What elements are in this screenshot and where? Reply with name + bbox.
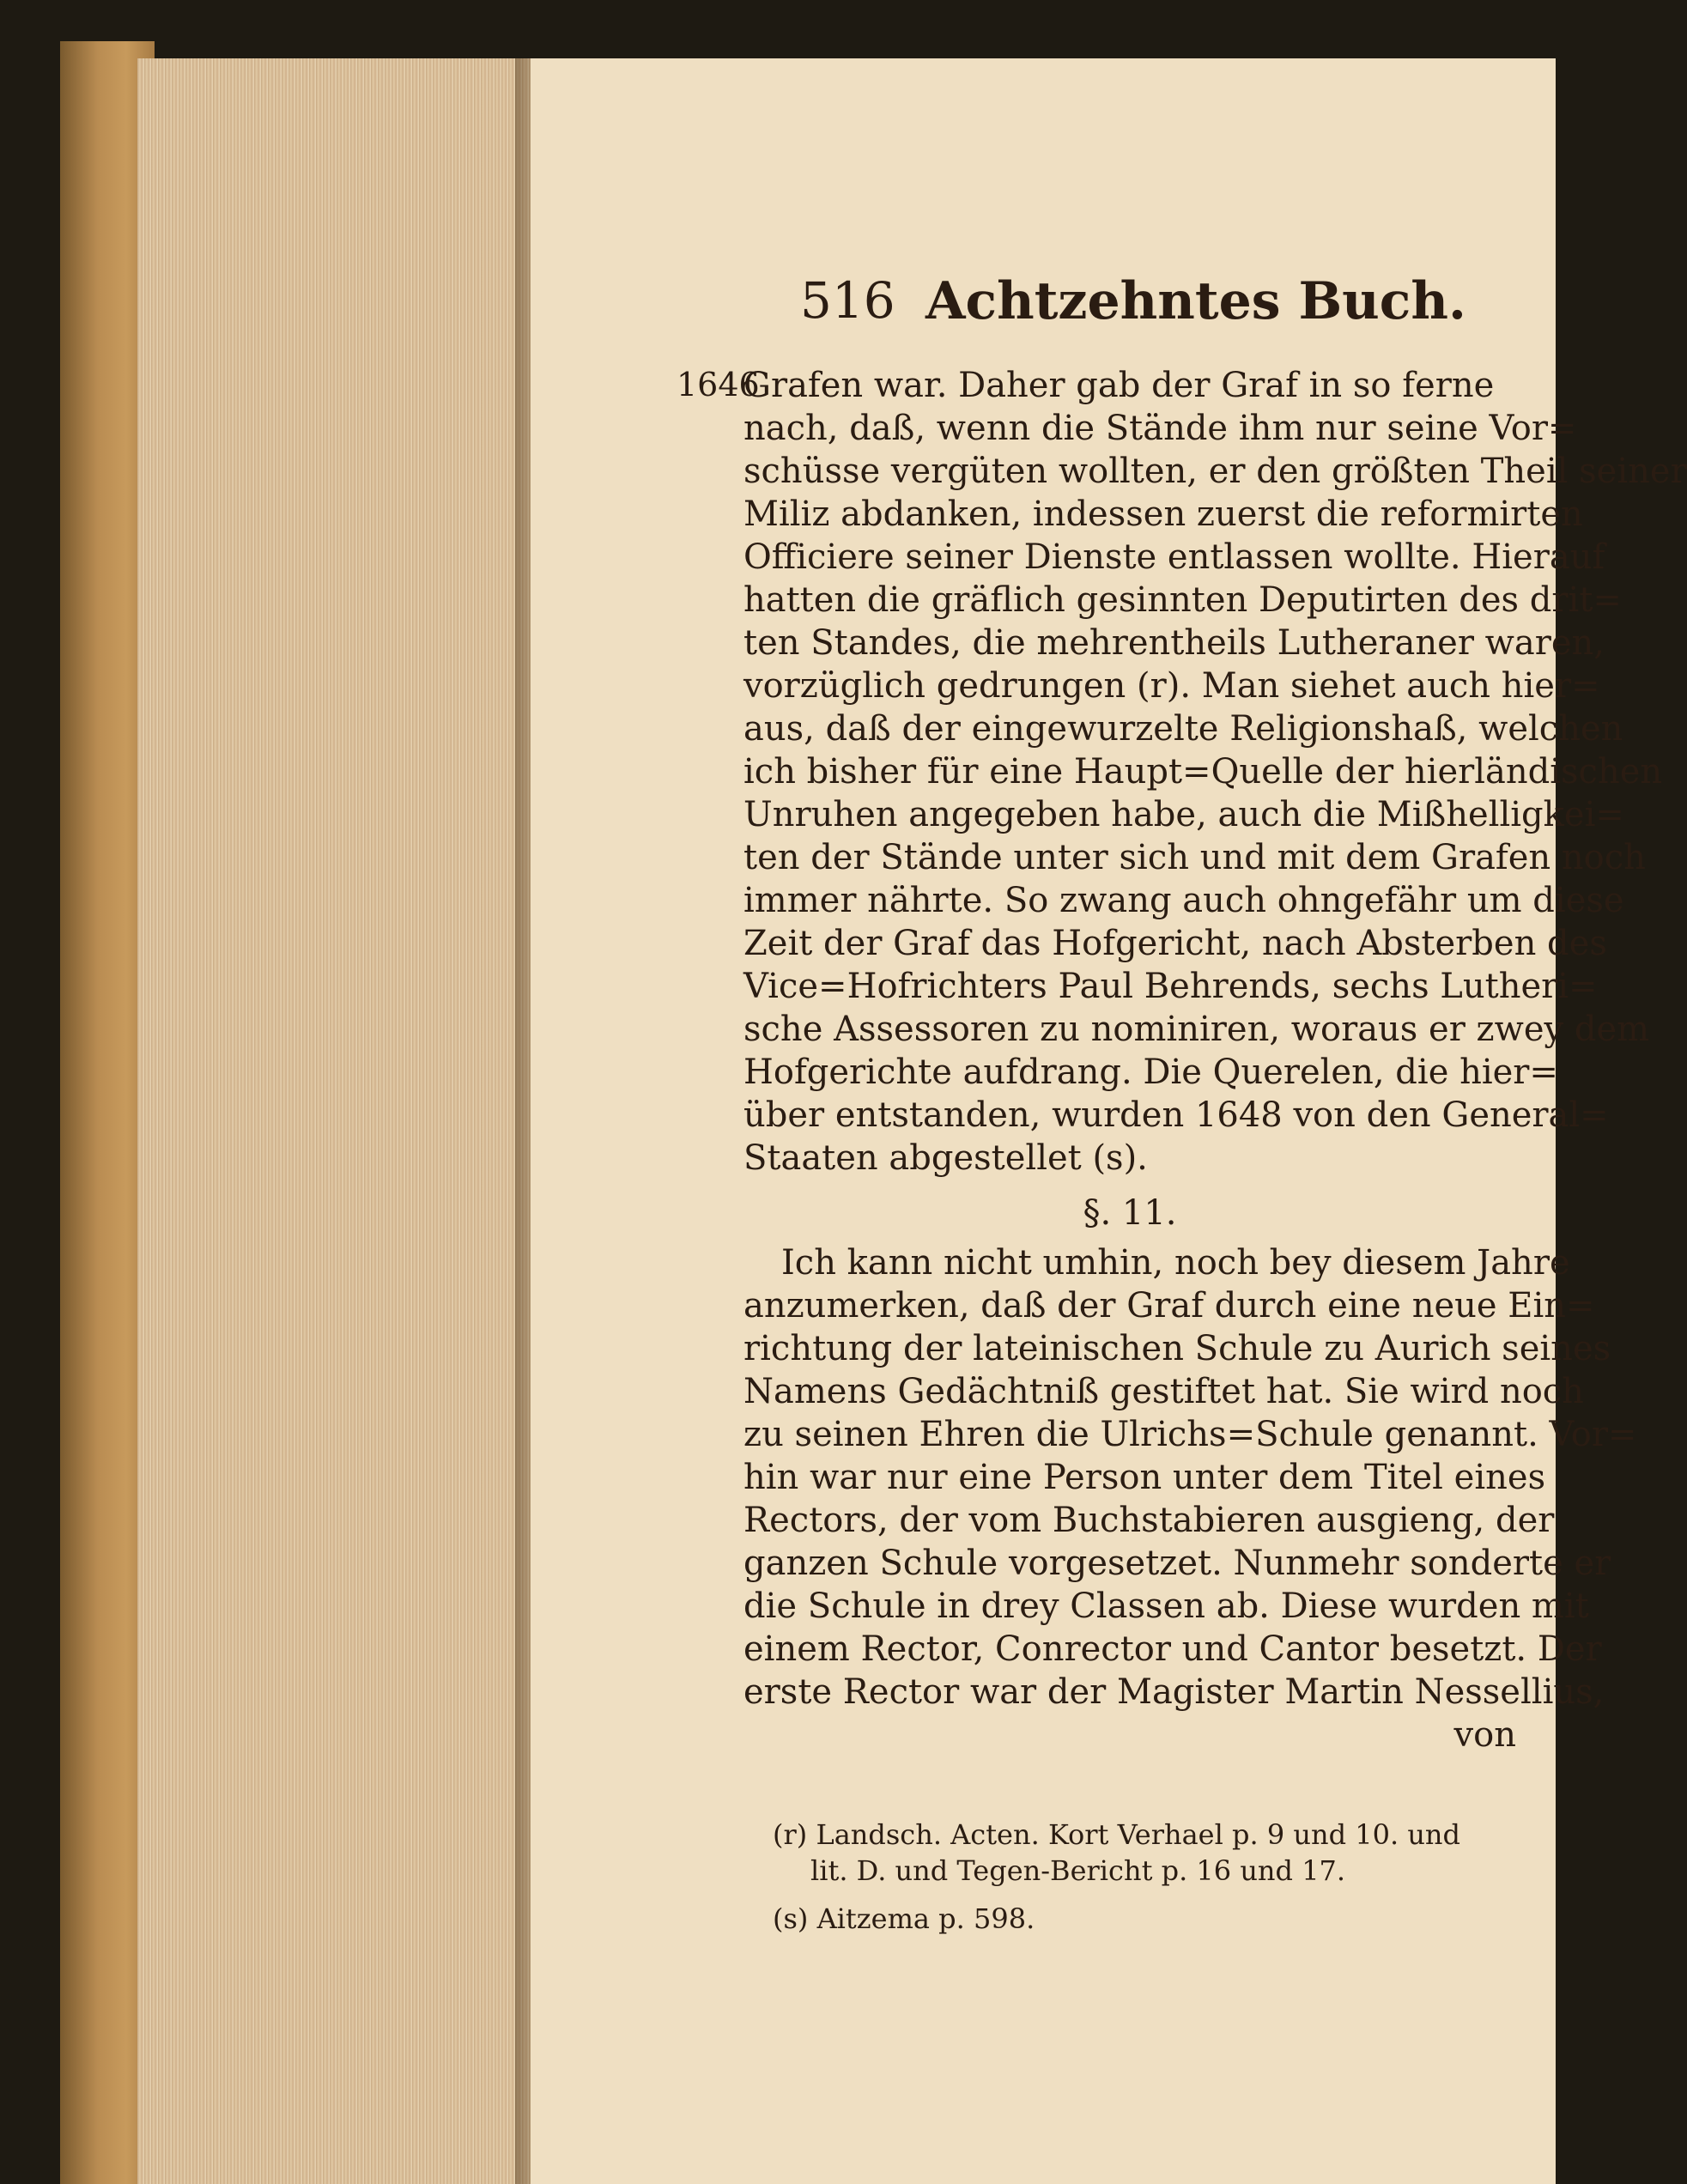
text-line: ten Standes, die mehrentheils Lutheraner waren, xyxy=(743,623,1605,663)
footnote-r: (r) Landsch. Acten. Kort Verhael p. 9 und 10. und xyxy=(773,1818,1461,1851)
page-header xyxy=(531,271,1556,349)
page-number: 516 xyxy=(800,271,895,330)
margin-year: 1646 xyxy=(677,366,760,403)
text-line: Namens Gedächtniß gestiftet hat. Sie wird noch xyxy=(743,1372,1584,1411)
text-line: zu seinen Ehren die Ulrichs=Schule genannt. Vor= xyxy=(743,1415,1637,1454)
text-line: anzumerken, daß der Graf durch eine neue Ein= xyxy=(743,1286,1595,1326)
body-text xyxy=(743,364,1687,1756)
text-line: ganzen Schule vorgesetzet. Nunmehr sonderte er xyxy=(743,1544,1611,1583)
book-page xyxy=(531,58,1687,2184)
book xyxy=(60,41,1687,2184)
text-line: erste Rector war der Magister Martin Nessellius, xyxy=(743,1672,1605,1712)
text-line: Unruhen angegeben habe, auch die Mißhelligkei= xyxy=(743,795,1624,834)
text-line: Ich kann nicht umhin, noch bey diesem Jahre xyxy=(781,1243,1570,1283)
text-line: Hofgerichte aufdrang. Die Querelen, die hier= xyxy=(743,1053,1558,1092)
running-title: Achtzehntes Buch. xyxy=(925,271,1466,331)
text-line: hin war nur eine Person unter dem Titel eines xyxy=(743,1458,1546,1497)
text-line: über entstanden, wurden 1648 von den General= xyxy=(743,1095,1609,1135)
text-line: die Schule in drey Classen ab. Diese wurden mit xyxy=(743,1586,1589,1626)
text-line: richtung der lateinischen Schule zu Aurich seines xyxy=(743,1329,1611,1368)
text-line: Grafen war. Daher gab der Graf in so ferne xyxy=(743,366,1495,405)
paragraph-1 xyxy=(743,364,1687,1180)
text-line: Rectors, der vom Buchstabieren ausgieng, der xyxy=(743,1501,1555,1540)
text-line: ten der Stände unter sich und mit dem Grafen noch xyxy=(743,838,1646,877)
catchword: von xyxy=(1453,1715,1516,1755)
text-line: immer nährte. So zwang auch ohngefähr um diese xyxy=(743,881,1624,920)
text-line: nach, daß, wenn die Stände ihm nur seine Vor= xyxy=(743,409,1577,448)
text-line: aus, daß der eingewurzelte Religionshaß, welchen xyxy=(743,709,1623,749)
text-line: hatten die gräflich gesinnten Deputirten des drit= xyxy=(743,580,1622,620)
text-line: schüsse vergüten wollten, er den größten Theil seiner xyxy=(743,452,1687,491)
footnote-s: (s) Aitzema p. 598. xyxy=(773,1902,1035,1935)
footnote-r-continued: lit. D. und Tegen-Bericht p. 16 und 17. xyxy=(810,1854,1346,1887)
text-line: Zeit der Graf das Hofgericht, nach Absterben des xyxy=(743,924,1607,963)
text-line: ich bisher für eine Haupt=Quelle der hierländischen xyxy=(743,752,1663,792)
footnotes xyxy=(773,1817,1460,1937)
text-line: Staaten abgestellet (s). xyxy=(743,1138,1148,1178)
text-line: einem Rector, Conrector und Cantor besetzt. Der xyxy=(743,1629,1602,1669)
text-line: Vice=Hofrichters Paul Behrends, sechs Lutheri= xyxy=(743,967,1598,1006)
text-line: Officiere seiner Dienste entlassen wollte. Hierauf xyxy=(743,537,1605,577)
page-block-edges xyxy=(137,58,532,2184)
text-line: Miliz abdanken, indessen zuerst die reformirten xyxy=(743,494,1583,534)
section-heading: §. 11. xyxy=(1083,1193,1177,1233)
paragraph-2 xyxy=(743,1241,1637,1714)
text-line: sche Assessoren zu nominiren, woraus er zwey dem xyxy=(743,1010,1650,1049)
text-line: vorzüglich gedrungen (r). Man siehet auch hier= xyxy=(743,666,1600,706)
footnote-gap xyxy=(773,1889,1460,1901)
